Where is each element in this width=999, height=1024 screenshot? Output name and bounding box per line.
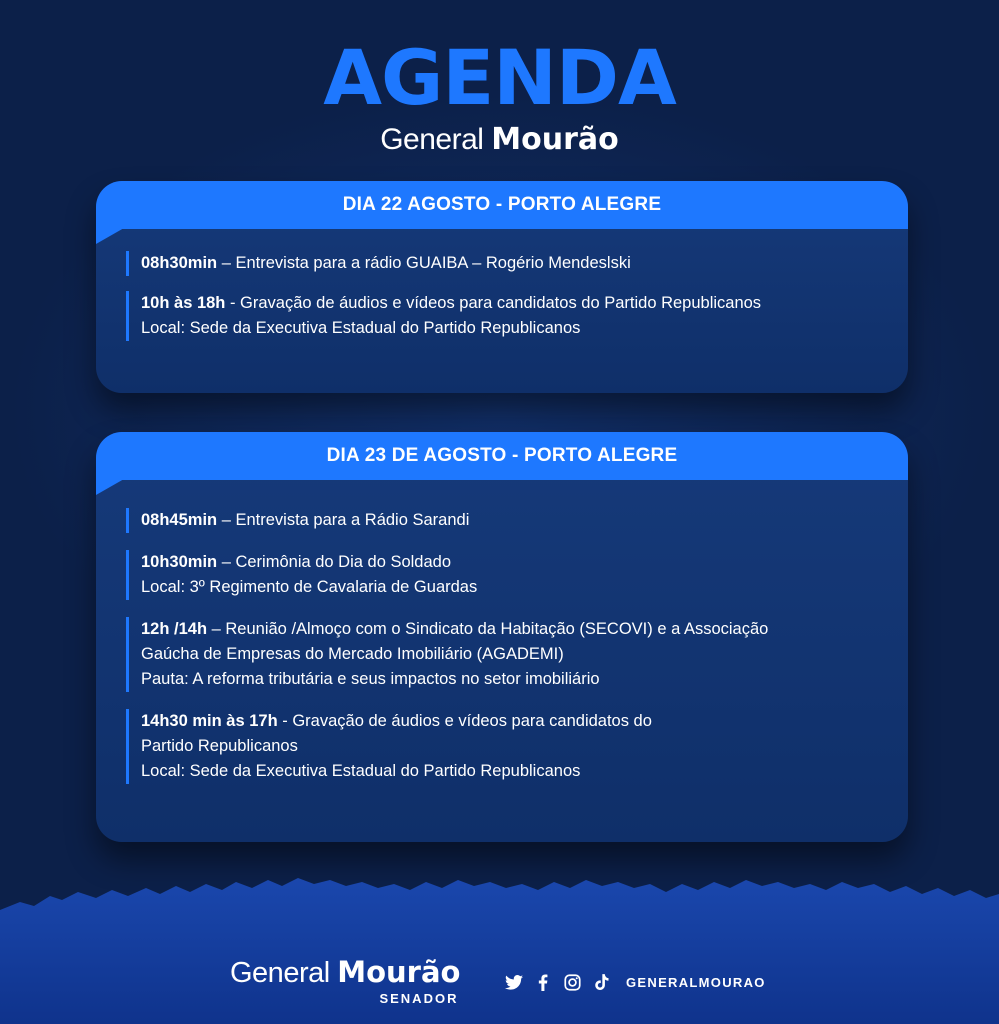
agenda-item bbox=[126, 550, 908, 600]
day-heading: DIA 22 AGOSTO - PORTO ALEGRE bbox=[96, 181, 908, 229]
day-items bbox=[96, 229, 908, 341]
social-links bbox=[504, 972, 766, 992]
header-name: General Mourão bbox=[380, 122, 619, 157]
day-heading: DIA 23 DE AGOSTO - PORTO ALEGRE bbox=[96, 432, 908, 480]
header bbox=[0, 33, 999, 158]
instagram-icon[interactable] bbox=[562, 972, 582, 992]
item-time: 10h às 18h bbox=[141, 294, 226, 312]
item-time: 08h30min bbox=[141, 254, 218, 272]
agenda-item bbox=[126, 291, 908, 341]
day-card-23-agosto bbox=[96, 432, 908, 842]
item-line: Local: Sede da Executiva Estadual do Partido Republicanos bbox=[141, 762, 581, 780]
agenda-item bbox=[126, 508, 908, 533]
item-time: 10h30min bbox=[141, 553, 218, 571]
agenda-item bbox=[126, 709, 908, 784]
item-line: Partido Republicanos bbox=[141, 737, 298, 755]
page-title: AGENDA bbox=[323, 33, 676, 122]
item-text: - Gravação de áudios e vídeos para candidatos do Partido Republicanos bbox=[225, 294, 762, 312]
agenda-item bbox=[126, 251, 908, 276]
footer-role: SENADOR bbox=[379, 991, 459, 1006]
day-card-22-agosto bbox=[96, 181, 908, 393]
item-line: Pauta: A reforma tributária e seus impactos no setor imobiliário bbox=[141, 670, 600, 688]
item-text: – Entrevista para a Rádio Sarandi bbox=[217, 511, 470, 529]
item-time: 12h /14h bbox=[141, 620, 208, 638]
item-text: - Gravação de áudios e vídeos para candidatos do bbox=[277, 712, 652, 730]
footer-brand bbox=[230, 955, 460, 1006]
twitter-icon[interactable] bbox=[504, 972, 524, 992]
item-time: 08h45min bbox=[141, 511, 218, 529]
day-items bbox=[96, 480, 908, 784]
item-time: 14h30 min às 17h bbox=[141, 712, 278, 730]
footer-name: General Mourão bbox=[230, 955, 461, 989]
item-line: Local: Sede da Executiva Estadual do Partido Republicanos bbox=[141, 319, 581, 337]
item-text: – Cerimônia do Dia do Soldado bbox=[217, 553, 452, 571]
facebook-icon[interactable] bbox=[533, 972, 553, 992]
social-handle[interactable]: GENERALMOURAO bbox=[626, 974, 766, 990]
item-text: – Reunião /Almoço com o Sindicato da Habitação (SECOVI) e a Associação bbox=[207, 620, 769, 638]
tiktok-icon[interactable] bbox=[591, 972, 611, 992]
footer-band bbox=[0, 870, 999, 1024]
item-line: Gaúcha de Empresas do Mercado Imobiliário (AGADEMI) bbox=[141, 645, 564, 663]
skyline-silhouette bbox=[0, 870, 999, 1024]
item-text: – Entrevista para a rádio GUAIBA – Rogério Mendeslski bbox=[217, 254, 631, 272]
item-line: Local: 3º Regimento de Cavalaria de Guardas bbox=[141, 578, 478, 596]
agenda-item bbox=[126, 617, 908, 692]
